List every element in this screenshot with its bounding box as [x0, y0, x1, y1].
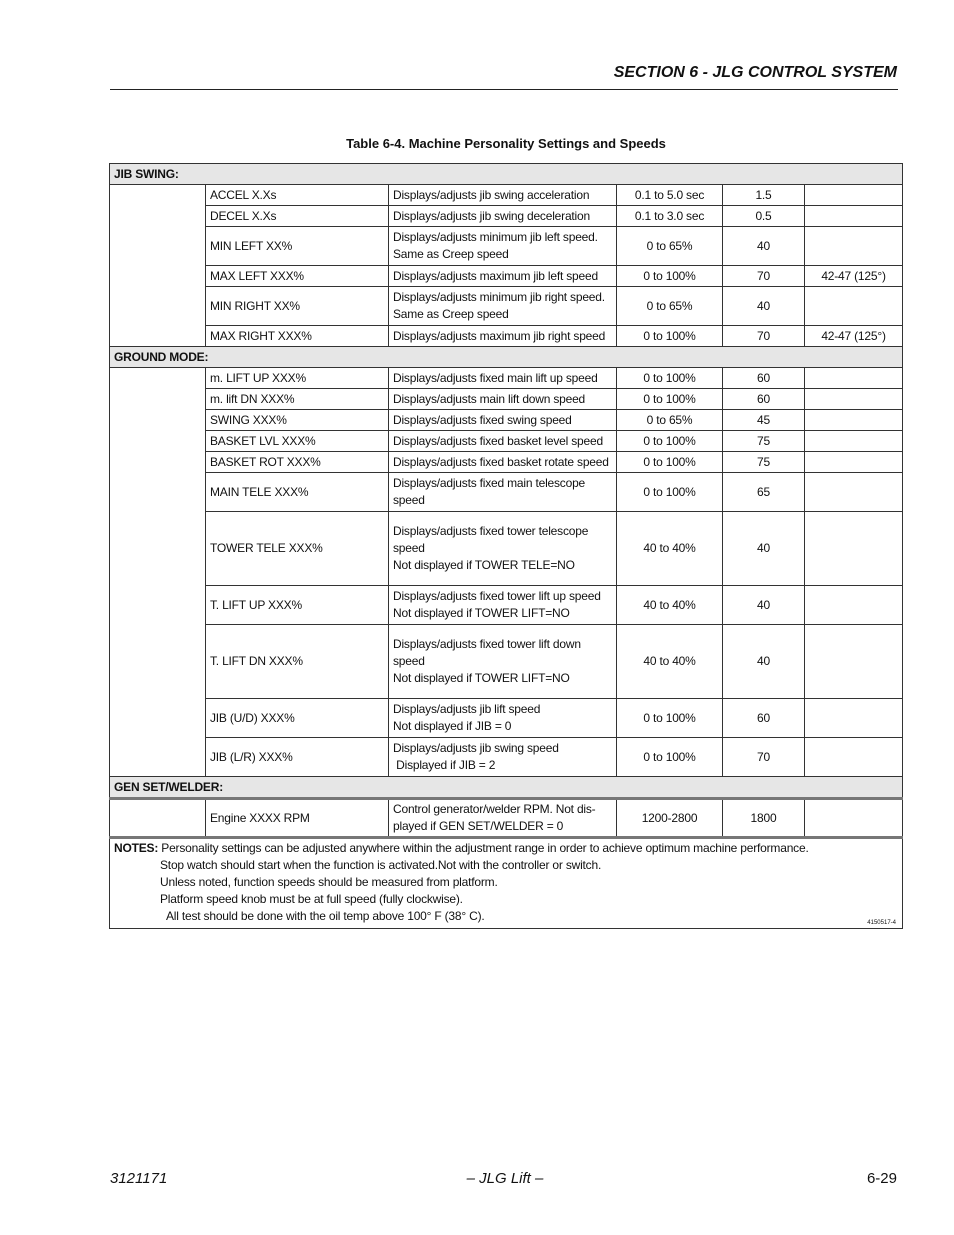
description-line: Displays/adjusts maximum jib left speed: [393, 268, 598, 283]
range-cell: 0 to 65%: [617, 410, 723, 431]
setting-cell: MIN RIGHT XX%: [206, 287, 389, 326]
range-cell: 0 to 100%: [617, 473, 723, 512]
table-row: [110, 410, 903, 431]
range-cell: 0.1 to 5.0 sec: [617, 185, 723, 206]
description-line: Displays/adjusts fixed swing speed: [393, 412, 572, 427]
table-row: [110, 368, 903, 389]
description-line: Displays/adjusts fixed tower lift up speed: [393, 589, 601, 603]
range-cell: 0 to 100%: [617, 266, 723, 287]
range-cell: 0 to 100%: [617, 452, 723, 473]
table-row: [110, 185, 903, 206]
description-line: Displays/adjusts minimum jib right speed.: [393, 290, 605, 304]
description-line: Displays/adjusts fixed basket rotate speed: [393, 454, 609, 469]
section-row: [110, 164, 903, 185]
description-line: Displays/adjusts fixed main telescope: [393, 476, 586, 490]
range-cell: 0 to 65%: [617, 227, 723, 266]
description-line: Same as Creep speed: [393, 247, 509, 261]
extra-cell: [805, 206, 903, 227]
range-cell: 0.1 to 3.0 sec: [617, 206, 723, 227]
section-label: GEN SET/WELDER:: [110, 777, 903, 799]
extra-cell: [805, 185, 903, 206]
default-cell: 60: [723, 699, 805, 738]
personality-settings-table: [109, 163, 903, 929]
setting-cell: Engine XXXX RPM: [206, 799, 389, 838]
description-line: speed: [393, 541, 425, 555]
description-line: Displays/adjusts fixed tower telescope: [393, 524, 589, 538]
description-cell: [389, 410, 617, 431]
setting-cell: TOWER TELE XXX%: [206, 512, 389, 586]
table-row: [110, 799, 903, 838]
table-row: [110, 287, 903, 326]
description-line: Not displayed if JIB = 0: [393, 719, 512, 733]
setting-cell: SWING XXX%: [206, 410, 389, 431]
table-row: [110, 389, 903, 410]
section-header-title: SECTION 6 - JLG CONTROL SYSTEM: [613, 64, 897, 81]
default-cell: 1.5: [723, 185, 805, 206]
default-cell: 40: [723, 227, 805, 266]
table-row: [110, 326, 903, 347]
description-cell: [389, 452, 617, 473]
setting-cell: MAX RIGHT XXX%: [206, 326, 389, 347]
default-cell: 0.5: [723, 206, 805, 227]
setting-cell: m. LIFT UP XXX%: [206, 368, 389, 389]
default-cell: 40: [723, 512, 805, 586]
description-cell: [389, 227, 617, 266]
range-cell: 40 to 40%: [617, 625, 723, 699]
default-cell: 45: [723, 410, 805, 431]
setting-cell: DECEL X.Xs: [206, 206, 389, 227]
table-row: [110, 206, 903, 227]
description-line: Displays/adjusts jib lift speed: [393, 702, 541, 716]
table-row: [110, 227, 903, 266]
description-cell: [389, 389, 617, 410]
range-cell: 1200-2800: [617, 799, 723, 838]
description-cell: [389, 266, 617, 287]
notes-row: [110, 838, 903, 929]
range-cell: 0 to 100%: [617, 699, 723, 738]
figure-id: 4150517-4: [867, 920, 896, 926]
extra-cell: [805, 287, 903, 326]
description-cell: [389, 512, 617, 586]
description-line: Control generator/welder RPM. Not dis-: [393, 802, 596, 816]
extra-cell: 42-47 (125°): [805, 326, 903, 347]
setting-cell: BASKET LVL XXX%: [206, 431, 389, 452]
range-cell: 0 to 65%: [617, 287, 723, 326]
extra-cell: 42-47 (125°): [805, 266, 903, 287]
range-cell: 0 to 100%: [617, 389, 723, 410]
extra-cell: [805, 512, 903, 586]
description-line: Displays/adjusts minimum jib left speed.: [393, 230, 598, 244]
description-cell: [389, 326, 617, 347]
range-cell: 0 to 100%: [617, 431, 723, 452]
description-line: Same as Creep speed: [393, 307, 509, 321]
description-cell: [389, 473, 617, 512]
description-line: Displays/adjusts fixed main lift up speed: [393, 370, 598, 385]
extra-cell: [805, 625, 903, 699]
extra-cell: [805, 227, 903, 266]
section-row: [110, 777, 903, 799]
extra-cell: [805, 586, 903, 625]
footer-doc-number: 3121171: [110, 1170, 168, 1187]
notes-cell: [110, 838, 903, 929]
range-cell: 0 to 100%: [617, 326, 723, 347]
table-row: [110, 431, 903, 452]
description-cell: [389, 206, 617, 227]
description-line: Displays/adjusts jib swing speed: [393, 741, 559, 755]
description-line: Displays/adjusts main lift down speed: [393, 391, 586, 406]
notes-text: Personality settings can be adjusted anywhere within the adjustment range in order to achieve optimum machine performance.: [158, 841, 809, 855]
description-cell: [389, 625, 617, 699]
extra-cell: [805, 699, 903, 738]
range-cell: 0 to 100%: [617, 738, 723, 777]
table-row: [110, 699, 903, 738]
description-line: Displayed if JIB = 2: [393, 758, 496, 772]
default-cell: 75: [723, 431, 805, 452]
description-line: Not displayed if TOWER TELE=NO: [393, 558, 575, 572]
setting-cell: ACCEL X.Xs: [206, 185, 389, 206]
default-cell: 70: [723, 326, 805, 347]
section-label: GROUND MODE:: [110, 347, 903, 368]
range-cell: 40 to 40%: [617, 586, 723, 625]
extra-cell: [805, 431, 903, 452]
description-line: speed: [393, 493, 425, 507]
setting-cell: JIB (U/D) XXX%: [206, 699, 389, 738]
default-cell: 75: [723, 452, 805, 473]
description-cell: [389, 431, 617, 452]
table-row: [110, 738, 903, 777]
default-cell: 65: [723, 473, 805, 512]
description-line: Not displayed if TOWER LIFT=NO: [393, 671, 570, 685]
extra-cell: [805, 452, 903, 473]
description-cell: [389, 185, 617, 206]
description-cell: [389, 799, 617, 838]
default-cell: 40: [723, 625, 805, 699]
description-line: Displays/adjusts fixed tower lift down: [393, 637, 581, 651]
extra-cell: [805, 368, 903, 389]
default-cell: 60: [723, 389, 805, 410]
description-cell: [389, 699, 617, 738]
range-cell: 40 to 40%: [617, 512, 723, 586]
extra-cell: [805, 799, 903, 838]
header-divider: [110, 89, 898, 90]
blank-cell: [110, 799, 206, 838]
personality-settings-table-container: [109, 163, 902, 929]
notes-line: All test should be done with the oil temp above 100° F (38° C).: [166, 909, 485, 923]
description-cell: [389, 586, 617, 625]
description-cell: [389, 368, 617, 389]
table-row: [110, 452, 903, 473]
notes-label: NOTES:: [114, 841, 159, 855]
notes-line: Unless noted, function speeds should be measured from platform.: [160, 875, 498, 889]
setting-cell: JIB (L/R) XXX%: [206, 738, 389, 777]
notes-line: Stop watch should start when the function is activated.Not with the controller or switch.: [160, 858, 602, 872]
default-cell: 70: [723, 738, 805, 777]
setting-cell: MAIN TELE XXX%: [206, 473, 389, 512]
extra-cell: [805, 473, 903, 512]
description-line: Displays/adjusts jib swing acceleration: [393, 187, 590, 202]
setting-cell: m. lift DN XXX%: [206, 389, 389, 410]
description-line: Displays/adjusts fixed basket level speed: [393, 433, 603, 448]
table-row: [110, 625, 903, 699]
setting-cell: BASKET ROT XXX%: [206, 452, 389, 473]
setting-cell: T. LIFT UP XXX%: [206, 586, 389, 625]
table-caption: Table 6-4. Machine Personality Settings and Speeds: [346, 136, 666, 151]
setting-cell: MAX LEFT XXX%: [206, 266, 389, 287]
section-row: [110, 347, 903, 368]
extra-cell: [805, 738, 903, 777]
default-cell: 40: [723, 287, 805, 326]
blank-cell: [110, 185, 206, 347]
notes-line: Platform speed knob must be at full speed (fully clockwise).: [160, 892, 463, 906]
description-cell: [389, 287, 617, 326]
table-row: [110, 512, 903, 586]
default-cell: 40: [723, 586, 805, 625]
default-cell: 60: [723, 368, 805, 389]
footer-brand: – JLG Lift –: [466, 1170, 544, 1187]
table-row: [110, 586, 903, 625]
description-line: Displays/adjusts jib swing deceleration: [393, 208, 590, 223]
section-label: JIB SWING:: [110, 164, 903, 185]
table-row: [110, 266, 903, 287]
extra-cell: [805, 410, 903, 431]
default-cell: 70: [723, 266, 805, 287]
blank-cell: [110, 368, 206, 777]
extra-cell: [805, 389, 903, 410]
description-line: speed: [393, 654, 425, 668]
description-line: Displays/adjusts maximum jib right speed: [393, 328, 606, 343]
description-cell: [389, 738, 617, 777]
default-cell: 1800: [723, 799, 805, 838]
setting-cell: MIN LEFT XX%: [206, 227, 389, 266]
description-line: played if GEN SET/WELDER = 0: [393, 819, 564, 833]
footer-page-number: 6-29: [866, 1170, 897, 1187]
notes-first-line: [114, 840, 898, 857]
table-row: [110, 473, 903, 512]
description-line: Not displayed if TOWER LIFT=NO: [393, 606, 570, 620]
range-cell: 0 to 100%: [617, 368, 723, 389]
setting-cell: T. LIFT DN XXX%: [206, 625, 389, 699]
